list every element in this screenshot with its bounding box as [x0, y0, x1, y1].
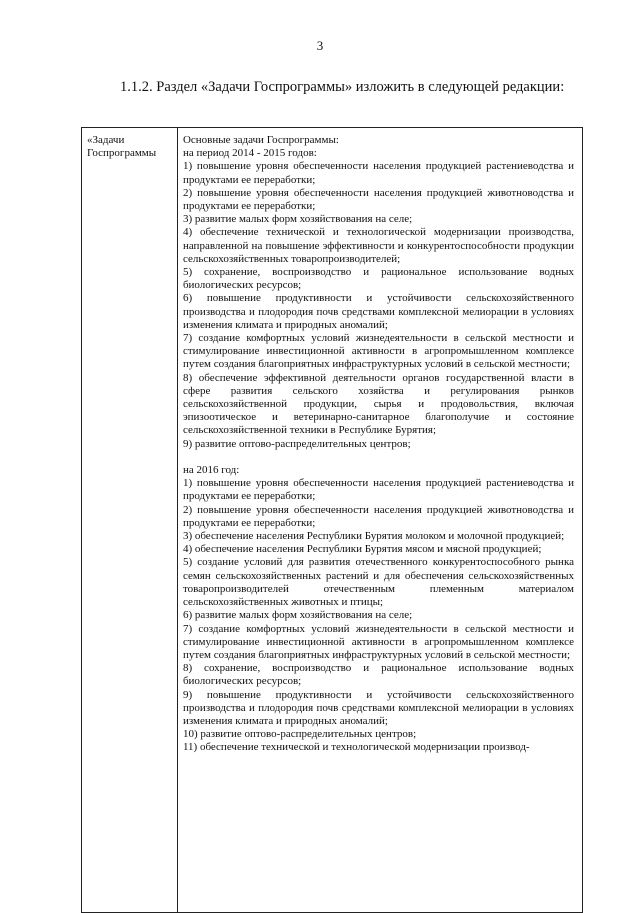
task-line: 1) повышение уровня обеспеченности населения продукцией растениеводства и продуктами ее переработки; [182, 477, 574, 503]
content-cell [177, 128, 582, 913]
task-line: 10) развитие оптово-распределительных центров; [182, 728, 417, 741]
task-line: 9) повышение продуктивности и устойчивости сельскохозяйственного производства и плодородия почв средствами комплексной мелиорации в условиях изменения климата и природных аномалий; [182, 688, 574, 727]
task-line: 7) создание комфортных условий жизнедеятельности в сельской местности и стимулирование инвестиционной активности в агропромышленном комплексе путем создания благоприятных инфраструктурных условий в сельской местности; [182, 622, 574, 661]
task-line: 4) обеспечение населения Республики Бурятия мясом и мясной продукцией; [182, 543, 542, 556]
task-line: 7) создание комфортных условий жизнедеятельности в сельской местности и стимулирование инвестиционной активности в агропромышленном комплексе путем создания благоприятных инфраструктурных условий в сельской местности; [182, 332, 574, 371]
task-line: на 2016 год: [182, 464, 240, 477]
task-line: 11) обеспечение технической и технологической модернизации производ- [182, 741, 530, 754]
intro-paragraph: 1.1.2. Раздел «Задачи Госпрограммы» изложить в следующей редакции: [120, 79, 565, 95]
task-line: 3) обеспечение населения Республики Бурятия молоком и молочной продукцией; [182, 530, 565, 543]
task-line: 6) развитие малых форм хозяйствования на селе; [182, 609, 413, 622]
task-line: 6) повышение продуктивности и устойчивости сельскохозяйственного производства и плодородия почв средствами комплексной мелиорации в условиях изменения климата и природных аномалий; [182, 292, 574, 331]
task-line: 9) развитие оптово-распределительных центров; [182, 437, 411, 450]
task-line: 1) повышение уровня обеспеченности населения продукцией растениеводства и продуктами ее переработки; [182, 160, 574, 186]
task-line: 5) создание условий для развития отечественного конкурентоспособного рынка семян сельскохозяйственных растений и для обеспечения сельскохозяйственных товаропроизводителей отечественным племенным материалом сельскохозяйственных животных и птицы; [182, 556, 574, 609]
table-row [82, 128, 583, 913]
tasks-list [178, 128, 582, 912]
task-line: 8) сохранение, воспроизводство и рациональное использование водных биологических ресурсов; [182, 662, 574, 688]
task-line: 5) сохранение, воспроизводство и рациональное использование водных биологических ресурсов; [182, 266, 574, 292]
task-line: 8) обеспечение эффективной деятельности органов государственной власти в сфере развития сельского хозяйства и регулирования рынков сельскохозяйственной продукции, сырья и продовольствия, включая эпизоотическое и ветеринарно-санитарное благополучие и состояние сельскохозяйственной техники в Республике Бурятия; [182, 371, 574, 437]
page-number: 3 [316, 38, 324, 53]
spacer [183, 451, 574, 464]
task-line: 4) обеспечение технической и технологической модернизации производства, направленной на повышение эффективности и конкурентоспособности продукции сельскохозяйственных товаропроизводителей; [182, 226, 574, 265]
task-line: на период 2014 - 2015 годов: [182, 147, 317, 160]
task-line: 2) повышение уровня обеспеченности населения продукцией животноводства и продуктами ее переработки; [182, 186, 574, 213]
tasks-table [81, 127, 583, 913]
task-line: 3) развитие малых форм хозяйствования на селе; [182, 213, 413, 226]
task-line: 2) повышение уровня обеспеченности населения продукцией животноводства и продуктами ее переработки; [182, 503, 574, 529]
section-label: «Задачи Госпрограммы [87, 134, 157, 160]
task-line: Основные задачи Госпрограммы: [182, 134, 339, 146]
label-cell [82, 128, 178, 913]
